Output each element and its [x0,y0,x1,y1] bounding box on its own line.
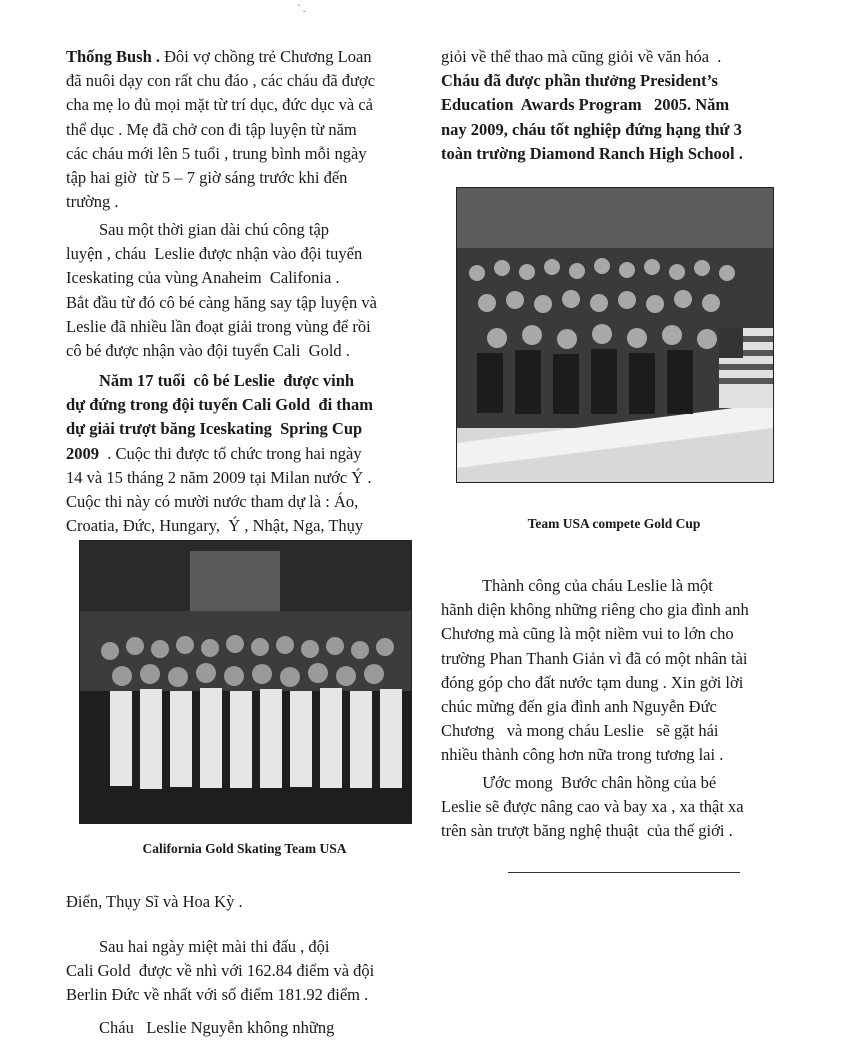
text-line [66,442,412,466]
text-line [441,771,797,795]
text-line [66,490,412,514]
text-line [441,795,797,819]
caption-team-usa: Team USA compete Gold Cup [527,516,701,531]
text-line [441,93,797,117]
line-text: Leslie đã nhiều lần đoạt giải trong vùng để rồi [66,316,371,336]
text-line [66,315,412,339]
left-paragraph-1 [66,45,412,214]
left-paragraph-3 [66,369,412,538]
bold-text: Cháu đã được phần thưởng President’s [441,71,718,91]
group-photo-image [80,541,411,823]
bold-text: dự đứng trong đội tuyển Cali Gold đi tham [66,395,373,415]
line-text: Leslie sẽ được nâng cao và bay xa , xa thật xa [441,797,744,817]
text-line [66,45,412,69]
bold-text: Thống Bush . [66,47,161,66]
text-line [66,369,412,393]
right-paragraph-2 [441,574,797,768]
text-line [441,743,797,767]
line-text: . Cuộc thi được tổ chức trong hai ngày [99,443,362,463]
line-text: Chương và mong cháu Leslie sẽ gặt hái [441,721,719,741]
text-line [441,671,797,695]
line-text: trường . [66,192,119,212]
line-text: Bắt đầu từ đó cô bé càng hăng say tập luyện và [66,292,377,312]
bold-text: nay 2009, cháu tốt nghiệp đứng hạng thứ 3 [441,119,742,139]
line-text: luyện , cháu Leslie được nhận vào đội tuyển [66,244,363,264]
line-text: chúc mừng đến gia đình anh Nguyễn Đức [441,697,717,717]
text-line [66,466,412,490]
line-text: Đôi vợ chồng trẻ Chương Loan [160,47,372,66]
text-line [66,890,412,914]
line-text: 14 và 15 tháng 2 năm 2009 tại Milan nước Ý . [66,467,372,487]
line-text: Ước mong Bước chân hồng của bé [441,773,717,792]
line-text: Điển, Thụy Sĩ và Hoa Kỳ . [66,892,243,911]
team-usa-photo-image [457,188,773,482]
line-text: Croatia, Đức, Hungary, Ý , Nhật, Nga, Thụy [66,516,364,536]
line-text: Iceskating của vùng Anaheim Califonia . [66,268,340,288]
text-line [66,983,412,1007]
line-text: Thành công của cháu Leslie là một [441,576,713,595]
caption-california-gold: California Gold Skating Team USA [142,841,347,856]
line-text: Cháu Leslie Nguyễn không những [66,1018,335,1037]
line-text: đóng góp cho đất nước tạm dung . Xin gởi lời [441,672,744,692]
text-line [66,393,412,417]
line-text: Cuộc thi này có mười nước tham dự là : Áo, [66,492,359,512]
text-line [66,242,412,266]
line-text: trường Phan Thanh Giản vì đã có một nhân tài [441,648,748,668]
line-text: nhiều thành công hơn nữa trong tương lai . [441,745,724,765]
line-text: cha mẹ lo đủ mọi mặt từ trí dục, đức dục và cả [66,95,373,115]
text-line [441,142,797,166]
flag-graphic [719,328,773,408]
left-paragraph-5 [66,935,412,1008]
text-line [441,598,797,622]
line-text: Cali Gold được về nhì với 162.84 điểm và đội [66,961,375,981]
text-line [441,118,797,142]
right-paragraph-1 [441,45,797,166]
bold-text: Năm 17 tuổi cô bé Leslie được vinh [66,371,355,390]
text-line [66,166,412,190]
text-line [441,45,797,69]
left-paragraph-2 [66,218,412,363]
text-line [441,695,797,719]
text-line [66,1016,412,1040]
text-line [66,417,412,441]
text-line [66,118,412,142]
bold-text: toàn trường Diamond Ranch High School . [441,143,743,163]
text-line [66,514,412,538]
team-photo-usa-gold-cup [456,187,774,483]
text-line [66,959,412,983]
right-paragraph-3 [441,771,797,844]
text-line [66,935,412,959]
line-text: thể dục . Mẹ đã chở con đi tập luyện từ năm [66,119,357,139]
line-text: Berlin Đức về nhất với số điểm 181.92 điểm . [66,985,369,1005]
line-text: cô bé được nhận vào đội tuyển Cali Gold . [66,341,350,361]
text-line [441,69,797,93]
line-text: các cháu mới lên 5 tuổi , trung bình mỗi ngày [66,143,367,163]
bold-text: 2009 [66,443,99,463]
text-line [66,93,412,117]
text-line [441,719,797,743]
line-text: giỏi về thể thao mà cũng giỏi về văn hóa . [441,47,722,66]
line-text: Chương mà cũng là một niềm vui to lớn cho [441,624,734,644]
bold-text: dự giải trượt băng Iceskating Spring Cup [66,419,363,439]
text-line [66,291,412,315]
line-text: tập hai giờ từ 5 – 7 giờ sáng trước khi đến [66,168,348,188]
text-line [441,574,797,598]
text-line [441,647,797,671]
text-line [441,622,797,646]
line-text: Sau hai ngày miệt mài thi đấu , đội [66,937,330,956]
text-line [66,218,412,242]
team-photo-california-gold [79,540,412,824]
left-paragraph-6 [66,1016,412,1040]
line-text: Sau một thời gian dài chú công tập [66,220,330,239]
closing-divider-line [508,872,740,873]
bold-text: Education Awards Program 2005. Năm [441,95,730,115]
top-mark: ` . [297,4,306,15]
text-line [66,142,412,166]
line-text: hãnh diện không những riêng cho gia đình anh [441,600,749,620]
text-line [66,69,412,93]
text-line [441,819,797,843]
line-text: trên sàn trượt băng nghệ thuật của thế giới . [441,821,733,841]
text-line [66,339,412,363]
line-text: đã nuôi dạy con rất chu đáo , các cháu đã được [66,71,376,91]
left-paragraph-4 [66,890,412,914]
text-line [66,266,412,290]
text-line [66,190,412,214]
